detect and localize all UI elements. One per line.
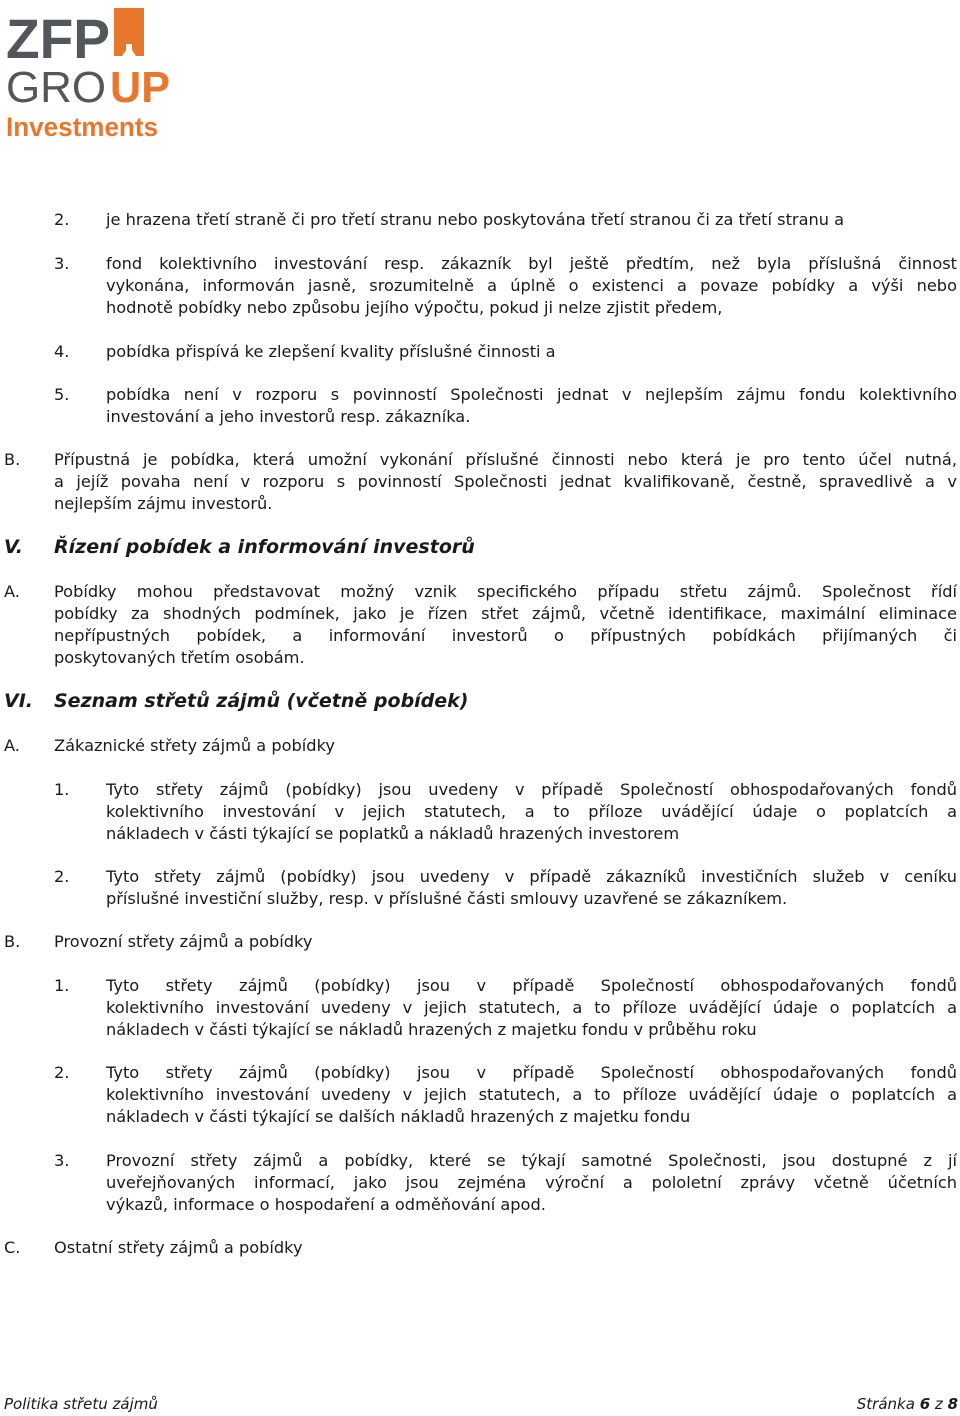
subsection-label: B. bbox=[4, 932, 21, 951]
list-number: 1. bbox=[54, 780, 70, 799]
footer-document-title: Politika střetu zájmů bbox=[4, 1395, 158, 1413]
paragraph-label: B. bbox=[4, 450, 21, 469]
logo-zfp: ZFP bbox=[6, 7, 110, 70]
heading-title: Seznam střetů zájmů (včetně pobídek) bbox=[54, 690, 469, 712]
list-text: je hrazena třetí straně či pro třetí stranu nebo poskytována třetí stranou či za třetí stranu a bbox=[106, 210, 845, 229]
subsection-title: Provozní střety zájmů a pobídky bbox=[54, 932, 313, 951]
zfp-group-logo bbox=[6, 6, 176, 142]
list-text: Tyto střety zájmů (pobídky) jsou uvedeny v případě Společností obhospodařovaných fondů kolektivního investování v jejich statutech, a to příloze uvádějící údaje o poplatcích a nákladech v části týkající se poplatků a nákladů hrazených investorem bbox=[106, 780, 957, 843]
logo-investments: Investments bbox=[6, 112, 158, 142]
heading-title: Řízení pobídek a informování investorů bbox=[54, 536, 475, 558]
list-number: 5. bbox=[54, 385, 70, 404]
list-number: 2. bbox=[54, 1063, 70, 1082]
logo-gro: GRO bbox=[6, 63, 106, 112]
list-text: Tyto střety zájmů (pobídky) jsou v případě Společností obhospodařovaných fondů kolektivního investování uvedeny v jejich statutech, a to příloze uvádějící údaje o poplatcích a nákladech v části týkající se nákladů hrazených z majetku fondu v průběhu roku bbox=[106, 976, 957, 1039]
heading-number: VI. bbox=[4, 690, 33, 712]
list-text: pobídka přispívá ke zlepšení kvality příslušné činnosti a bbox=[106, 342, 556, 361]
list-number: 3. bbox=[54, 254, 70, 273]
footer-page-number: Stránka 6 z 8 bbox=[856, 1395, 958, 1413]
page-footer bbox=[4, 1393, 958, 1415]
list-text: pobídka není v rozporu s povinností Společnosti jednat v nejlepším zájmu fondu kolektivního investování a jeho investorů resp. zákazníka. bbox=[106, 385, 957, 426]
paragraph-text: Pobídky mohou představovat možný vznik specifického případu střetu zájmů. Společnost řídí pobídky za shodných podmínek, jako je řízen střet zájmů, včetně identifikace, maximální eliminace nepřípustných pobídek, a informování investorů o přípustných pobídkách přijímaných či poskytovaných třetím osobám. bbox=[54, 582, 957, 667]
list-number: 3. bbox=[54, 1151, 70, 1170]
list-number: 4. bbox=[54, 342, 70, 361]
list-text: Tyto střety zájmů (pobídky) jsou v případě Společností obhospodařovaných fondů kolektivního investování uvedeny v jejich statutech, a to příloze uvádějící údaje o poplatcích a nákladech v části týkající se dalších nákladů hrazených z majetku fondu bbox=[106, 1063, 957, 1126]
list-text: Provozní střety zájmů a pobídky, které se týkají samotné Společnosti, jsou dostupné z jí uveřejňovaných informací, jako jsou zejména výroční a pololetní zprávy včetně účetních výkazů, informace o hospodaření a odměňování apod. bbox=[106, 1151, 957, 1214]
subsection-title: Ostatní střety zájmů a pobídky bbox=[54, 1238, 303, 1257]
list-number: 1. bbox=[54, 976, 70, 995]
list-text: fond kolektivního investování resp. zákazník byl ještě předtím, než byla příslušná činnost vykonána, informován jasně, srozumitelně a úplně o existenci a povaze pobídky a výši nebo hodnotě pobídky nebo způsobu jejího výpočtu, pokud ji nelze zjistit předem, bbox=[106, 254, 957, 317]
logo-arrow-icon bbox=[114, 8, 144, 56]
list-number: 2. bbox=[54, 210, 70, 229]
subsection-label: A. bbox=[4, 736, 20, 755]
heading-number: V. bbox=[4, 536, 23, 558]
list-text: Tyto střety zájmů (pobídky) jsou uvedeny v případě zákazníků investičních služeb v ceníku příslušné investiční služby, resp. v příslušné části smlouvy uzavřené se zákazníkem. bbox=[106, 867, 957, 908]
subsection-title: Zákaznické střety zájmů a pobídky bbox=[54, 736, 335, 755]
logo-up: UP bbox=[110, 63, 170, 112]
paragraph-text: Přípustná je pobídka, která umožní vykonání příslušné činnosti nebo která je pro tento účel nutná, a jejíž povaha není v rozporu s povinností Společnosti jednat kvalifikovaně, čestně, spravedlivě a v nejlepším zájmu investorů. bbox=[54, 450, 957, 513]
subsection-label: C. bbox=[4, 1238, 21, 1257]
paragraph-label: A. bbox=[4, 582, 20, 601]
list-number: 2. bbox=[54, 867, 70, 886]
